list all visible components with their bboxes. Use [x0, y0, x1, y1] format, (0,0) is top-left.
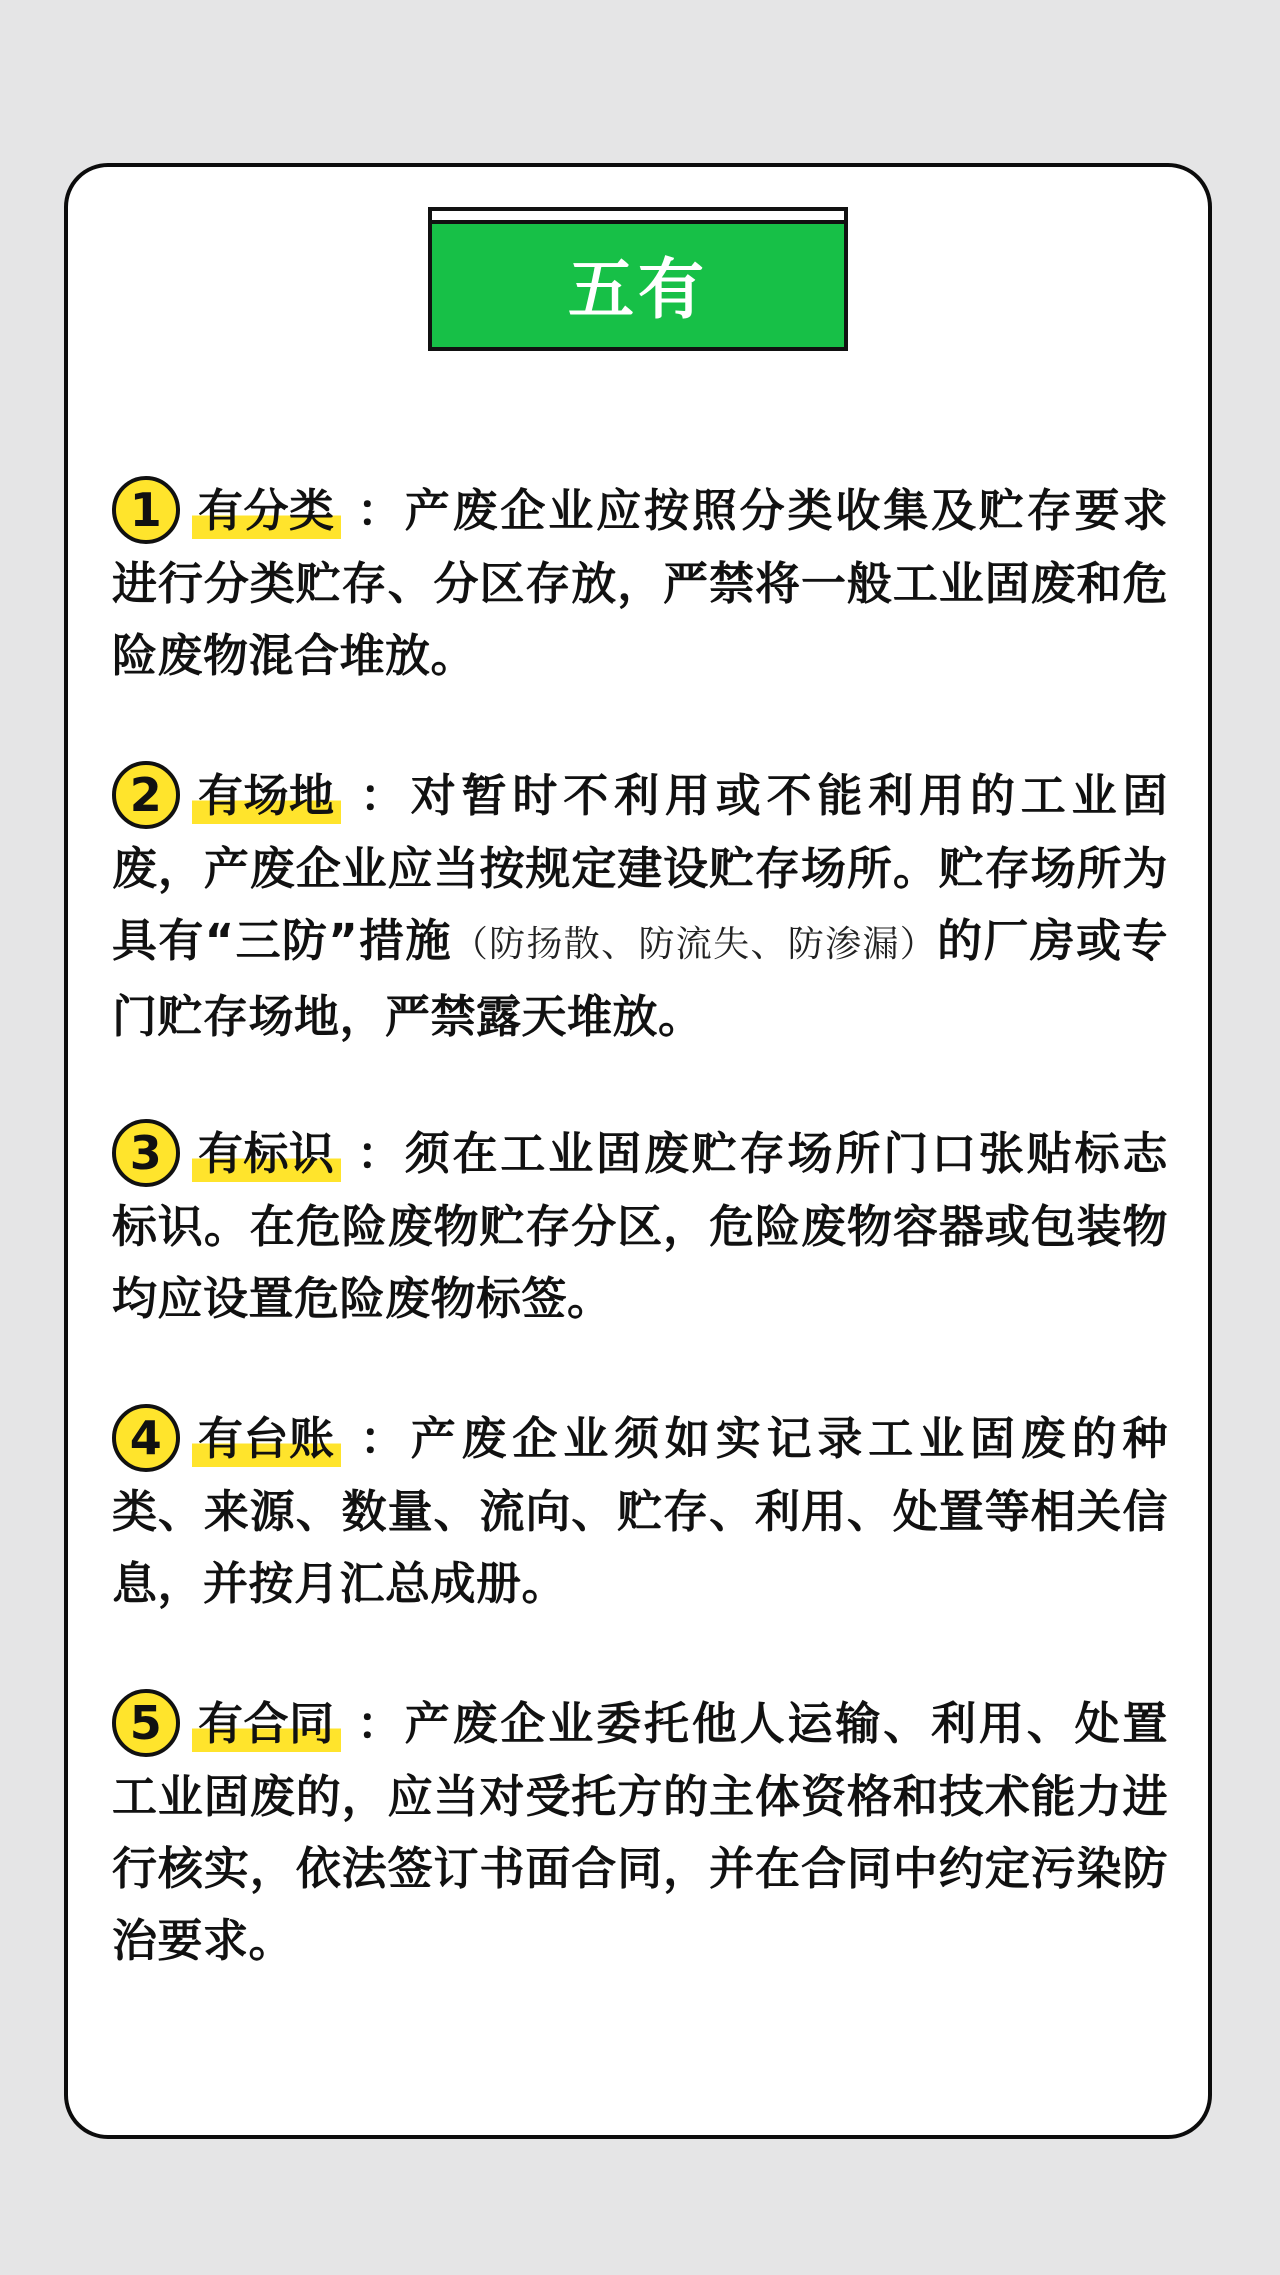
- rule-text-2-parenthetical: （防扬散、防流失、防渗漏）: [451, 924, 938, 965]
- rule-text-2-main: ：对暂时不利用或不能利用的工业固废，产废企业应当按规定建设贮存场所。贮存场所为具有“三防”措施: [112, 769, 1168, 967]
- title-top-stripe: [432, 211, 844, 224]
- rule-text-4: ：产废企业须如实记录工业固废的种类、来源、数量、流向、贮存、利用、处置等相关信息，并按月汇总成册。: [112, 1412, 1168, 1610]
- rule-text-5: ：产废企业委托他人运输、利用、处置工业固废的，应当对受托方的主体资格和技术能力进行核实，依法签订书面合同，并在合同中约定污染防治要求。: [112, 1697, 1168, 1967]
- number-badge-5: 5: [112, 1689, 180, 1757]
- rule-item-5: [112, 1688, 1168, 1977]
- rule-item-1: [112, 475, 1168, 692]
- rule-text-1: ：产废企业应按照分类收集及贮存要求进行分类贮存、分区存放，严禁将一般工业固废和危险废物混合堆放。: [112, 484, 1168, 682]
- number-badge-3: 3: [112, 1119, 180, 1187]
- title-banner: [428, 207, 848, 351]
- rule-item-2: [112, 760, 1168, 1053]
- rule-item-4: [112, 1403, 1168, 1620]
- rule-keyword-4: 有台账: [192, 1411, 341, 1467]
- number-badge-2: 2: [112, 761, 180, 829]
- rule-keyword-5: 有合同: [192, 1696, 341, 1752]
- rule-keyword-2: 有场地: [192, 768, 341, 824]
- number-badge-4: 4: [112, 1404, 180, 1472]
- rule-keyword-3: 有标识: [192, 1126, 341, 1182]
- rule-text-2-end: 的厂房或专门贮存场地，严禁露天堆放。: [112, 914, 1168, 1043]
- rule-item-3: [112, 1118, 1168, 1335]
- rule-text-3: ：须在工业固废贮存场所门口张贴标志标识。在危险废物贮存分区，危险废物容器或包装物均应设置危险废物标签。: [112, 1127, 1168, 1325]
- number-badge-1: 1: [112, 476, 180, 544]
- page-title: 五有: [568, 251, 708, 328]
- rule-keyword-1: 有分类: [192, 483, 341, 539]
